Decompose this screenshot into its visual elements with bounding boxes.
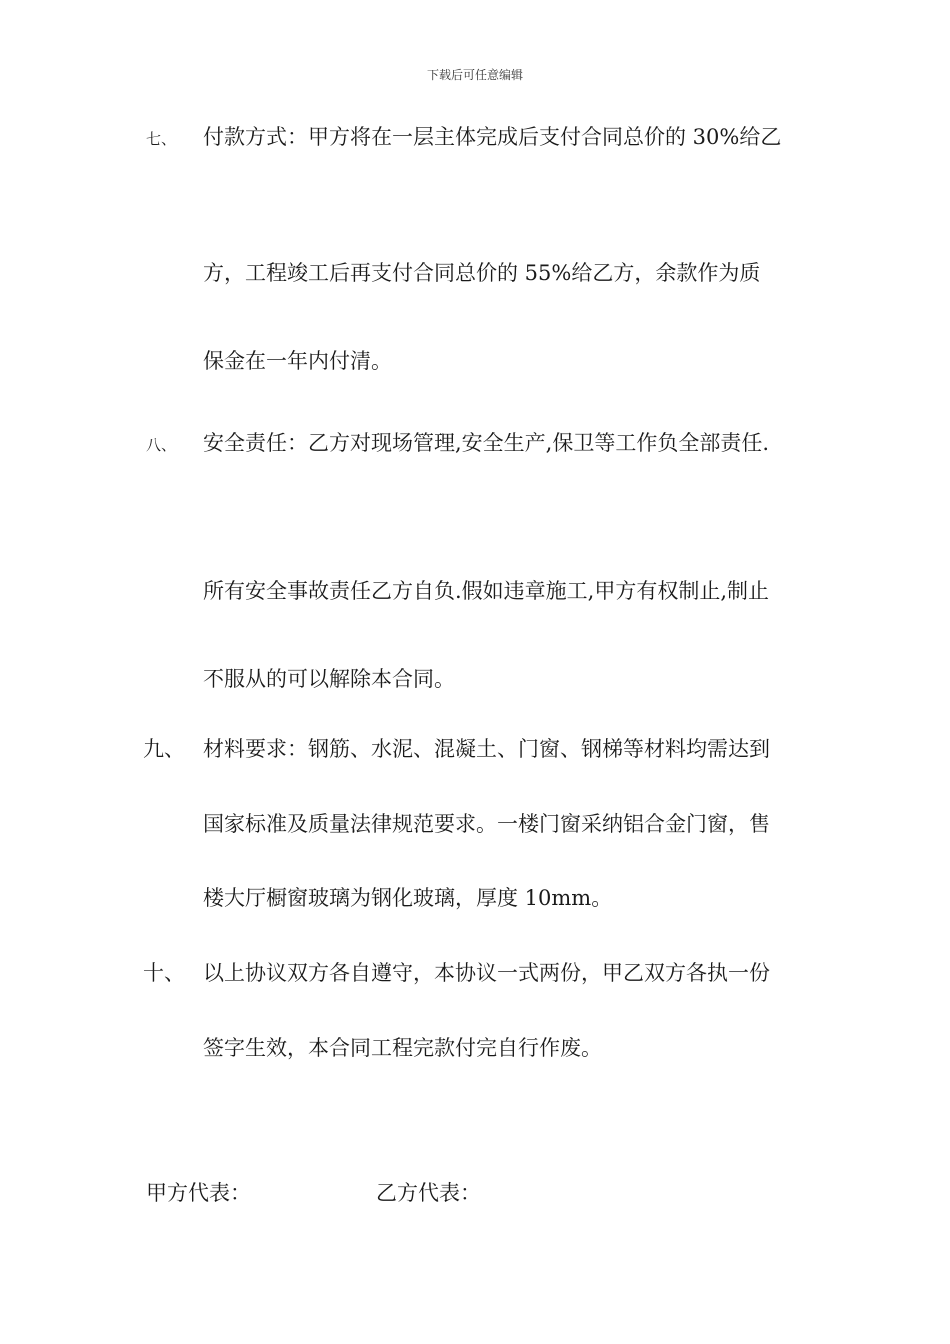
section-7-line-2: 方，工程竣工后再支付合同总价的 55%给乙方，余款作为质	[203, 261, 761, 285]
section-number-8: 八、	[146, 436, 177, 454]
section-8-line-3: 不服从的可以解除本合同。	[203, 667, 455, 691]
section-9-line-1: 材料要求：钢筋、水泥、混凝土、门窗、钢梯等材料均需达到	[203, 737, 770, 761]
section-number-9: 九、	[143, 737, 185, 761]
section-9-line-3: 楼大厅橱窗玻璃为钢化玻璃，厚度 10mm。	[203, 886, 613, 910]
section-number-10: 十、	[143, 961, 185, 985]
section-number-7: 七、	[146, 130, 177, 148]
section-7-line-1: 付款方式：甲方将在一层主体完成后支付合同总价的 30%给乙	[203, 125, 782, 149]
section-8-line-1: 安全责任：乙方对现场管理,安全生产,保卫等工作负全部责任.	[203, 431, 770, 455]
party-a-signature-label: 甲方代表：	[146, 1181, 251, 1205]
party-b-signature-label: 乙方代表：	[376, 1181, 481, 1205]
section-9-line-2: 国家标准及质量法律规范要求。一楼门窗采纳铝合金门窗，售	[203, 812, 770, 836]
section-10-line-2: 签字生效，本合同工程完款付完自行作废。	[203, 1036, 602, 1060]
page-header: 下载后可任意编辑	[426, 68, 523, 82]
section-10-line-1: 以上协议双方各自遵守，本协议一式两份，甲乙双方各执一份	[203, 961, 770, 985]
section-8-line-2: 所有安全事故责任乙方自负.假如违章施工,甲方有权制止,制止	[203, 579, 770, 603]
section-7-line-3: 保金在一年内付清。	[203, 349, 392, 373]
